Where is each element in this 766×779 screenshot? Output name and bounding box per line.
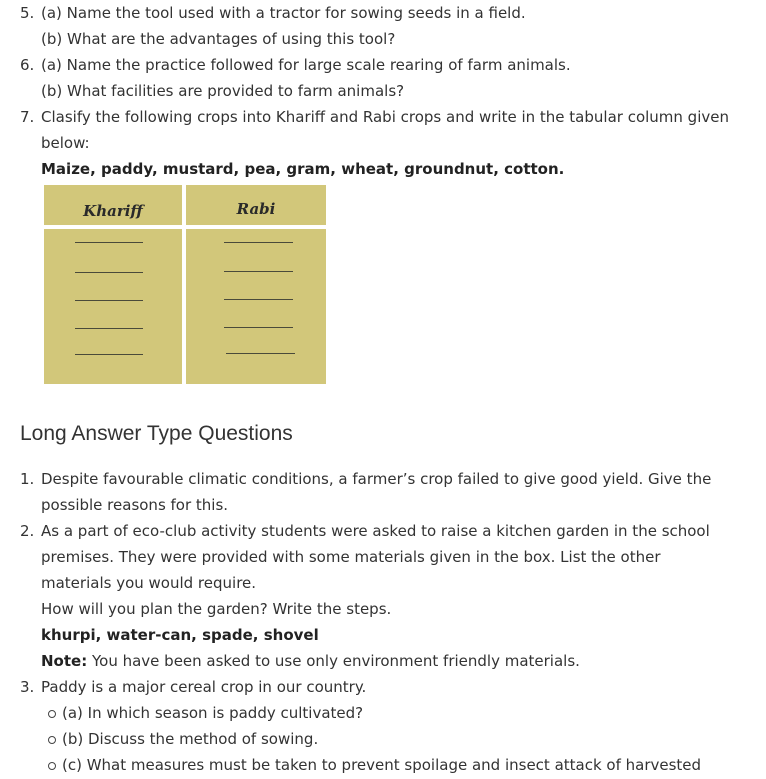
long-q2-note — [41, 651, 580, 671]
q7-number: 7. — [20, 108, 35, 126]
long-q3-sub-c: (c) What measures must be taken to prevent spoilage and insect attack of harvested — [62, 756, 702, 774]
rabi-blank-line — [224, 327, 293, 328]
long-q2-line2: premises. They were provided with some materials given in the box. List the other — [41, 548, 661, 566]
note-text: You have been asked to use only environment friendly materials. — [87, 652, 580, 670]
q6-number: 6. — [20, 56, 35, 74]
section-heading: Long Answer Type Questions — [20, 422, 293, 445]
rabi-blank-line — [226, 353, 295, 354]
q7-crop-list: Maize, paddy, mustard, pea, gram, wheat, groundnut, cotton. — [41, 160, 565, 178]
rabi-header-label: Rabi — [236, 200, 276, 218]
long-q3-number: 3. — [20, 678, 35, 696]
bullet-icon — [48, 762, 56, 770]
long-q1-line2: possible reasons for this. — [41, 496, 229, 514]
long-q2-line1: As a part of eco-club activity students were asked to raise a kitchen garden in the school — [41, 522, 710, 540]
q5-part-b: (b) What are the advantages of using this tool? — [41, 30, 396, 48]
note-label: Note: — [41, 652, 88, 670]
long-q3-sub-b: (b) Discuss the method of sowing. — [62, 730, 319, 748]
khariff-blank-line — [75, 272, 143, 273]
long-q2-line3: materials you would require. — [41, 574, 257, 592]
long-q1-line1: Despite favourable climatic conditions, a farmer’s crop failed to give good yield. Give the — [41, 470, 712, 488]
table-body-khariff — [44, 229, 182, 384]
long-q2-line4: How will you plan the garden? Write the steps. — [41, 600, 392, 618]
q7-text-line1: Clasify the following crops into Khariff and Rabi crops and write in the tabular column given — [41, 108, 729, 126]
long-q2-tools: khurpi, water-can, spade, shovel — [41, 626, 319, 644]
rabi-blank-line — [224, 271, 293, 272]
q6-part-a: (a) Name the practice followed for large scale rearing of farm animals. — [41, 56, 571, 74]
rabi-blank-line — [224, 299, 293, 300]
khariff-blank-line — [75, 354, 143, 355]
crop-table — [44, 185, 326, 384]
q6-part-b: (b) What facilities are provided to farm animals? — [41, 82, 405, 100]
long-q3-line1: Paddy is a major cereal crop in our country. — [41, 678, 367, 696]
q5-part-a: (a) Name the tool used with a tractor for sowing seeds in a field. — [41, 4, 526, 22]
long-q2-number: 2. — [20, 522, 35, 540]
khariff-blank-line — [75, 300, 143, 301]
khariff-blank-line — [75, 242, 143, 243]
long-q3-sub-a: (a) In which season is paddy cultivated? — [62, 704, 364, 722]
khariff-blank-line — [75, 328, 143, 329]
rabi-blank-line — [224, 242, 293, 243]
bullet-icon — [48, 736, 56, 744]
khariff-header-label: Khariff — [83, 202, 143, 220]
q5-number: 5. — [20, 4, 35, 22]
table-header-khariff — [44, 185, 182, 225]
bullet-icon — [48, 710, 56, 718]
q7-text-line2: below: — [41, 134, 90, 152]
table-header-rabi — [186, 185, 326, 225]
table-body-rabi — [186, 229, 326, 384]
long-q1-number: 1. — [20, 470, 35, 488]
